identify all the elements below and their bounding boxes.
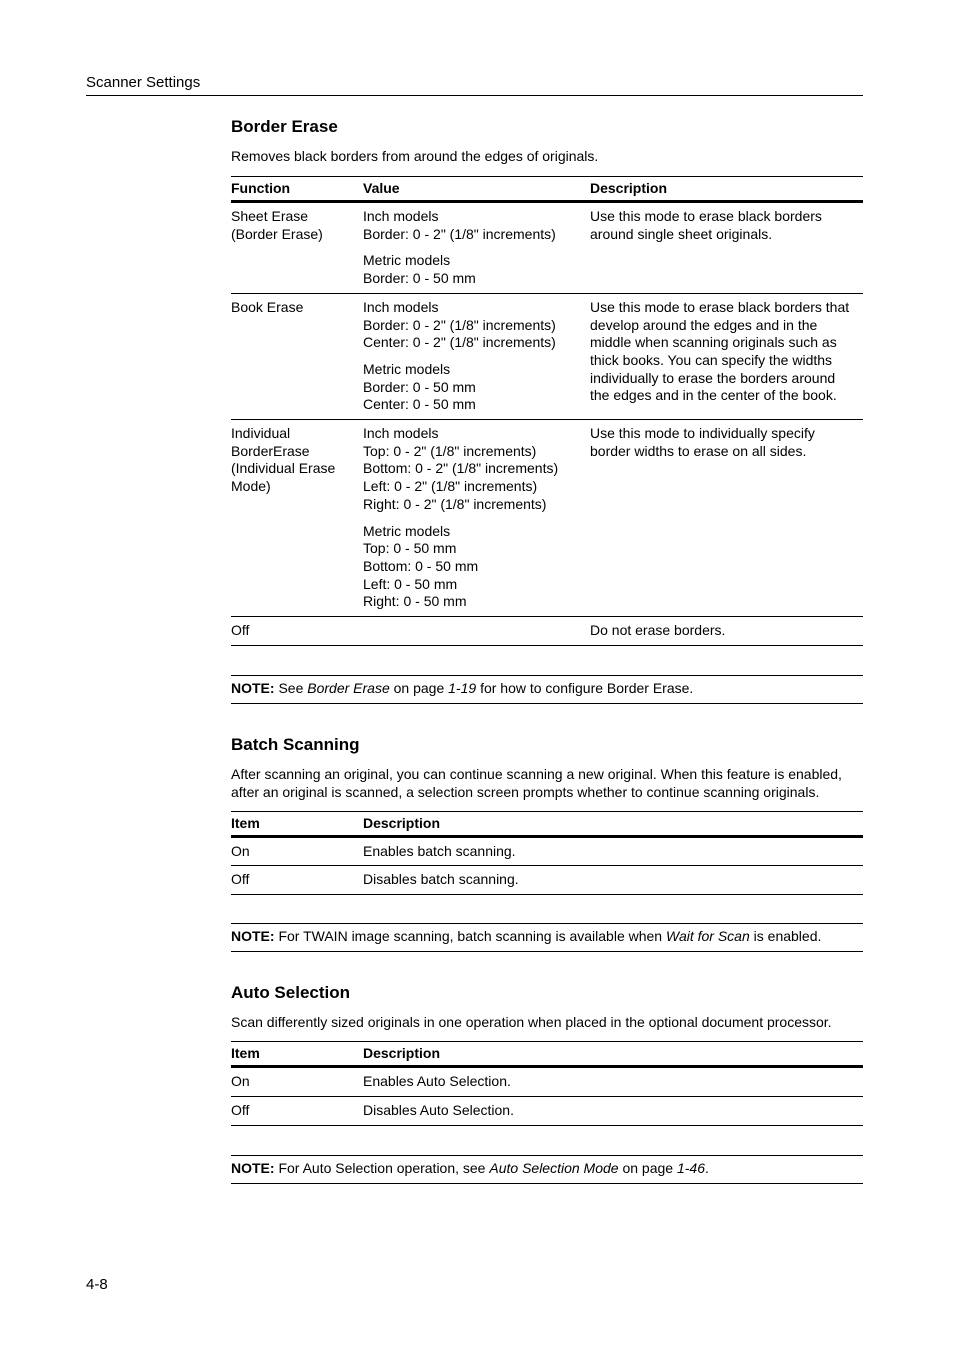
batch-scanning-section bbox=[231, 732, 863, 952]
description-cell: Enables Auto Selection. bbox=[363, 1067, 863, 1097]
note-text: for how to configure Border Erase. bbox=[480, 679, 694, 696]
value-line: Bottom: 0 - 2" (1/8" increments) bbox=[363, 460, 559, 477]
value-line: Metric models bbox=[363, 252, 451, 269]
value-line: Top: 0 - 2" (1/8" increments) bbox=[363, 442, 537, 459]
note-text: on page bbox=[393, 679, 445, 696]
description-cell: Use this mode to erase black borders that develop around the edges and in the middle when scanning originals such as thick books. You can specify the widths individually to erase the borders around the edges and in the center of the book. bbox=[590, 293, 863, 419]
column-header-value: Value bbox=[363, 177, 590, 202]
function-line: Mode) bbox=[231, 478, 271, 495]
border-erase-heading: Border Erase bbox=[231, 117, 338, 136]
note-text: is enabled. bbox=[753, 928, 822, 945]
auto-selection-section bbox=[231, 980, 863, 1183]
column-header-item: Item bbox=[231, 1042, 363, 1067]
note-reference: Auto Selection Mode bbox=[489, 1159, 619, 1176]
table-header-row bbox=[231, 811, 863, 836]
description-cell: Enables batch scanning. bbox=[363, 836, 863, 866]
note-text: on page bbox=[622, 1159, 674, 1176]
function-line: Book Erase bbox=[231, 298, 304, 315]
value-line: Left: 0 - 50 mm bbox=[363, 575, 458, 592]
border-erase-table-body bbox=[231, 202, 863, 646]
table-header-row bbox=[231, 177, 863, 202]
auto-selection-note bbox=[231, 1155, 863, 1184]
value-block bbox=[363, 425, 584, 514]
value-line: Border: 0 - 50 mm bbox=[363, 270, 476, 287]
note-label: NOTE: bbox=[231, 928, 275, 945]
table-row bbox=[231, 1096, 863, 1125]
note-text: . bbox=[705, 1159, 709, 1176]
border-erase-note bbox=[231, 675, 863, 704]
function-line: BorderErase bbox=[231, 442, 310, 459]
value-line: Inch models bbox=[363, 208, 439, 224]
value-block bbox=[363, 523, 584, 612]
note-text: For Auto Selection operation, see bbox=[278, 1159, 486, 1176]
value-line: Bottom: 0 - 50 mm bbox=[363, 557, 479, 574]
table-row bbox=[231, 866, 863, 895]
description-cell: Use this mode to individually specify border widths to erase on all sides. bbox=[590, 420, 863, 617]
note-page-reference: 1-19 bbox=[448, 679, 477, 696]
batch-scanning-intro: After scanning an original, you can continue scanning a new original. When this feature is enabled, after an original is scanned, a selection screen prompts whether to continue scanning originals. bbox=[231, 765, 842, 800]
function-cell bbox=[231, 202, 363, 294]
note-label: NOTE: bbox=[231, 1159, 275, 1176]
column-header-function: Function bbox=[231, 177, 363, 202]
column-header-description: Description bbox=[590, 177, 863, 202]
value-line: Inch models bbox=[363, 425, 439, 442]
function-line: Individual bbox=[231, 425, 291, 442]
description-cell: Disables Auto Selection. bbox=[363, 1096, 863, 1125]
page-content bbox=[231, 114, 863, 1184]
note-reference: Wait for Scan bbox=[665, 928, 750, 945]
value-cell bbox=[363, 420, 590, 617]
value-block bbox=[363, 299, 584, 352]
value-cell bbox=[363, 202, 590, 294]
border-erase-intro: Removes black borders from around the edges of originals. bbox=[231, 148, 599, 164]
function-line: (Individual Erase bbox=[231, 460, 336, 477]
value-line: Border: 0 - 50 mm bbox=[363, 378, 476, 395]
batch-scanning-heading: Batch Scanning bbox=[231, 734, 360, 754]
note-text: See bbox=[278, 679, 304, 696]
auto-selection-table bbox=[231, 1041, 863, 1125]
function-cell bbox=[231, 617, 363, 646]
table-row bbox=[231, 420, 863, 617]
value-line: Center: 0 - 50 mm bbox=[363, 396, 476, 413]
value-line: Border: 0 - 2" (1/8" increments) bbox=[363, 316, 556, 333]
column-header-description: Description bbox=[363, 1042, 863, 1067]
item-cell: Off bbox=[231, 866, 363, 895]
value-line: Right: 0 - 2" (1/8" increments) bbox=[363, 495, 547, 512]
function-line: Off bbox=[231, 622, 250, 639]
value-line: Border: 0 - 2" (1/8" increments) bbox=[363, 225, 556, 242]
value-line: Inch models bbox=[363, 298, 439, 315]
value-line: Metric models bbox=[363, 360, 451, 377]
item-cell: Off bbox=[231, 1096, 363, 1125]
function-line: (Border Erase) bbox=[231, 225, 323, 242]
border-erase-section bbox=[231, 114, 863, 704]
running-header: Scanner Settings bbox=[86, 72, 863, 96]
note-label: NOTE: bbox=[231, 679, 275, 696]
value-line: Top: 0 - 50 mm bbox=[363, 540, 457, 557]
value-line: Right: 0 - 50 mm bbox=[363, 593, 467, 610]
table-row bbox=[231, 293, 863, 419]
description-cell: Use this mode to erase black borders around single sheet originals. bbox=[590, 202, 863, 294]
border-erase-table bbox=[231, 176, 863, 646]
table-row bbox=[231, 617, 863, 646]
value-cell bbox=[363, 617, 590, 646]
value-block bbox=[363, 361, 584, 414]
value-block bbox=[363, 208, 584, 243]
table-row bbox=[231, 202, 863, 294]
item-cell: On bbox=[231, 836, 363, 866]
auto-selection-heading: Auto Selection bbox=[231, 983, 351, 1003]
column-header-item: Item bbox=[231, 811, 363, 836]
function-line: Sheet Erase bbox=[231, 208, 309, 224]
note-text: For TWAIN image scanning, batch scanning is available when bbox=[278, 928, 663, 945]
value-cell bbox=[363, 293, 590, 419]
table-row bbox=[231, 836, 863, 866]
note-page-reference: 1-46 bbox=[676, 1159, 705, 1176]
batch-scanning-table bbox=[231, 811, 863, 895]
item-cell: On bbox=[231, 1067, 363, 1097]
table-row bbox=[231, 1067, 863, 1097]
column-header-description: Description bbox=[363, 811, 863, 836]
note-reference: Border Erase bbox=[307, 679, 390, 696]
value-line: Left: 0 - 2" (1/8" increments) bbox=[363, 478, 538, 495]
value-line: Metric models bbox=[363, 522, 451, 539]
description-cell: Do not erase borders. bbox=[590, 617, 863, 646]
value-line: Center: 0 - 2" (1/8" increments) bbox=[363, 334, 556, 351]
function-cell bbox=[231, 420, 363, 617]
value-block bbox=[363, 252, 584, 287]
function-cell bbox=[231, 293, 363, 419]
auto-selection-intro: Scan differently sized originals in one operation when placed in the optional document processor. bbox=[231, 1014, 832, 1031]
page-number: 4-8 bbox=[86, 1276, 108, 1293]
table-header-row bbox=[231, 1042, 863, 1067]
batch-scanning-note bbox=[231, 923, 863, 952]
description-cell: Disables batch scanning. bbox=[363, 866, 863, 895]
